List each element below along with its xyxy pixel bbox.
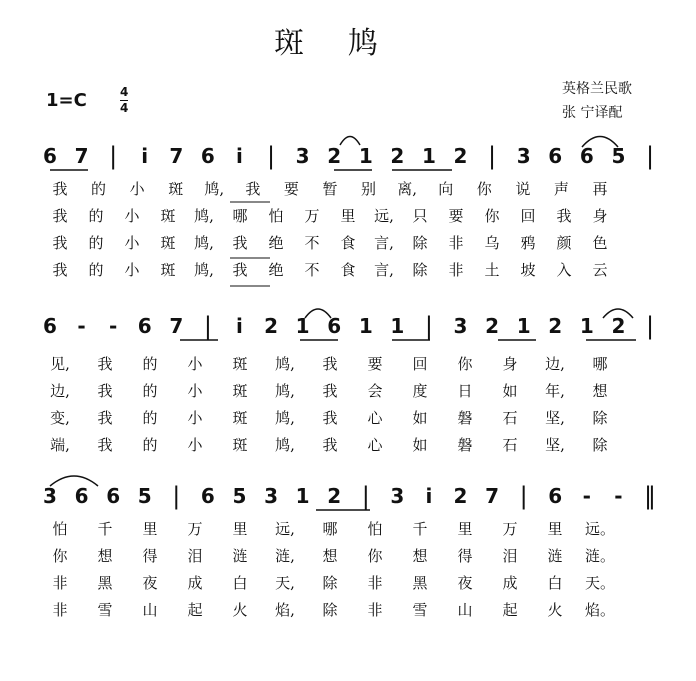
lyric-syllable: 我 bbox=[97, 436, 113, 454]
lyric-syllable: 鸠, bbox=[204, 180, 225, 198]
lyric-syllable: 回 bbox=[412, 355, 428, 373]
lyric-syllable: 绝 bbox=[268, 261, 284, 279]
note: 1 bbox=[295, 484, 310, 508]
lyric-syllable: 火 bbox=[232, 601, 248, 619]
note: 3 bbox=[390, 484, 405, 508]
note: 3 bbox=[516, 144, 531, 168]
note: 2 bbox=[453, 484, 468, 508]
lyric-syllable: 山 bbox=[142, 601, 158, 619]
lyric-syllable: 泪 bbox=[502, 547, 518, 565]
lyric-syllable: 涟, bbox=[275, 547, 295, 565]
note: 6 bbox=[74, 484, 89, 508]
lyric-syllable: 要 bbox=[448, 207, 464, 225]
lyric-syllable: 非 bbox=[367, 601, 383, 619]
lyric-syllable: 边, bbox=[545, 355, 565, 373]
barline: | bbox=[519, 482, 528, 510]
barline: | bbox=[488, 142, 497, 170]
song-origin: 英格兰民歌 bbox=[562, 81, 632, 97]
lyric-syllable: 石 bbox=[502, 436, 518, 454]
note: 6 bbox=[200, 484, 215, 508]
note: 6 bbox=[548, 484, 563, 508]
note: i bbox=[141, 144, 149, 168]
lyric-syllable: 小 bbox=[124, 234, 140, 252]
lyric-syllable: 向 bbox=[438, 180, 454, 198]
lyric-syllable: 我 bbox=[245, 180, 261, 198]
barline: | bbox=[172, 482, 181, 510]
lyric-syllable: 食 bbox=[340, 261, 356, 279]
lyric-syllable: 除 bbox=[592, 436, 608, 454]
note: 2 bbox=[485, 314, 500, 338]
lyric-syllable: 我 bbox=[322, 382, 338, 400]
lyric-syllable: 泪 bbox=[187, 547, 203, 565]
note: 5 bbox=[611, 144, 626, 168]
lyric-syllable: 端, bbox=[50, 436, 70, 454]
note: 6 bbox=[106, 484, 121, 508]
lyric-syllable: 雪 bbox=[97, 601, 113, 619]
lyric-syllable: 鸠, bbox=[194, 261, 214, 279]
lyric-syllable: 颜 bbox=[556, 234, 572, 252]
lyric-syllable: 鸠, bbox=[194, 234, 214, 252]
lyric-syllable: 万 bbox=[502, 520, 518, 538]
lyric-syllable: 我 bbox=[97, 382, 113, 400]
lyric-syllable: 万 bbox=[187, 520, 203, 538]
lyric-syllable: 非 bbox=[367, 574, 383, 592]
lyric-syllable: 的 bbox=[142, 355, 158, 373]
lyric-syllable: 哪 bbox=[322, 520, 338, 538]
note: 2 bbox=[453, 144, 468, 168]
note: 6 bbox=[43, 144, 57, 168]
lyric-syllable: 成 bbox=[502, 574, 518, 592]
lyric-syllable: 要 bbox=[283, 180, 299, 198]
lyric-syllable: 除 bbox=[592, 409, 608, 427]
note: 3 bbox=[453, 314, 468, 338]
lyric-syllable: 色 bbox=[592, 234, 608, 252]
note: - bbox=[109, 314, 118, 338]
lyric-syllable: 说 bbox=[515, 180, 531, 198]
lyric-syllable: 如 bbox=[412, 436, 428, 454]
lyric-syllable: 不 bbox=[304, 234, 320, 252]
lyric-syllable: 如 bbox=[502, 382, 518, 400]
lyric-syllable: 你 bbox=[476, 180, 492, 198]
lyric-syllable: 天。 bbox=[584, 574, 616, 592]
barline: | bbox=[203, 312, 212, 340]
lyric-syllable: 鸠, bbox=[275, 436, 295, 454]
lyric-syllable: 除 bbox=[322, 574, 338, 592]
lyric-syllable: 我 bbox=[556, 207, 572, 225]
note: i bbox=[236, 144, 243, 168]
lyric-syllable: 言, bbox=[374, 261, 394, 279]
lyric-syllable: 坡 bbox=[520, 261, 536, 279]
lyric-syllable: 你 bbox=[367, 547, 383, 565]
lyric-syllable: 起 bbox=[502, 601, 518, 619]
lyric-syllable: 身 bbox=[502, 355, 518, 373]
lyric-underlines bbox=[230, 202, 270, 286]
lyric-syllable: 斑 bbox=[160, 261, 176, 279]
note: 6 bbox=[579, 144, 594, 168]
note: i bbox=[236, 314, 243, 338]
note: 6 bbox=[327, 314, 342, 338]
lyric-syllable: 鸠, bbox=[275, 382, 295, 400]
song-title: 斑鸠 bbox=[274, 26, 422, 61]
lyric-syllable: 哪 bbox=[232, 207, 248, 225]
lyric-syllable: 远, bbox=[374, 207, 394, 225]
lyric-syllable: 里 bbox=[142, 520, 158, 538]
note: 7 bbox=[74, 144, 89, 168]
note: 1 bbox=[579, 314, 594, 338]
barline: | bbox=[424, 312, 433, 340]
lyric-syllable: 千 bbox=[97, 520, 113, 538]
lyric-syllable: 天, bbox=[275, 574, 295, 592]
lyric-syllable: 起 bbox=[187, 601, 203, 619]
lyric-syllable: 我 bbox=[322, 355, 338, 373]
lyric-syllable: 斑 bbox=[160, 234, 176, 252]
lyric-syllable: 只 bbox=[412, 207, 428, 225]
lyric-syllable: 远, bbox=[275, 520, 295, 538]
lyric-syllable: 远。 bbox=[584, 520, 616, 538]
lyric-syllable: 小 bbox=[129, 180, 145, 198]
lyric-syllable: 想 bbox=[322, 547, 338, 565]
lyric-syllable: 土 bbox=[484, 261, 500, 279]
lyric-syllable: 鸠, bbox=[275, 355, 295, 373]
lyric-syllable: 别 bbox=[361, 180, 377, 198]
lyric-syllable: 坚, bbox=[545, 436, 565, 454]
lyric-syllable: 除 bbox=[412, 234, 428, 252]
lyric-syllable: 我 bbox=[232, 234, 248, 252]
note: - bbox=[582, 484, 591, 508]
meter-top: 4 bbox=[120, 85, 129, 99]
note: 2 bbox=[548, 314, 563, 338]
barline: | bbox=[267, 142, 276, 170]
lyric-syllable: 日 bbox=[457, 382, 473, 400]
lyric-syllable: 里 bbox=[340, 207, 356, 225]
lyric-syllable: 想 bbox=[97, 547, 113, 565]
slur-marks bbox=[50, 137, 633, 487]
lyric-syllable: 鸠, bbox=[194, 207, 214, 225]
lyric-syllable: 小 bbox=[187, 355, 203, 373]
note: 2 bbox=[327, 484, 342, 508]
lyric-syllable: 的 bbox=[142, 436, 158, 454]
key-signature: 1=C bbox=[46, 90, 87, 111]
note: 1 bbox=[295, 314, 310, 338]
lyric-syllable: 我 bbox=[52, 234, 68, 252]
lyric-syllable: 斑 bbox=[232, 382, 248, 400]
note: 6 bbox=[200, 144, 215, 168]
note: - bbox=[77, 314, 86, 338]
lyric-syllable: 不 bbox=[304, 261, 320, 279]
barline: | bbox=[361, 482, 370, 510]
lyric-syllable: 夜 bbox=[142, 574, 158, 592]
lyric-syllable: 黑 bbox=[412, 574, 428, 592]
lyric-syllable: 暂 bbox=[322, 180, 338, 198]
lyric-syllable: 我 bbox=[52, 261, 68, 279]
lyric-syllable: 的 bbox=[88, 261, 104, 279]
lyric-syllable: 焰。 bbox=[584, 601, 616, 619]
lyric-syllable: 里 bbox=[457, 520, 473, 538]
lyric-syllable: 我 bbox=[52, 207, 68, 225]
lyric-syllable: 声 bbox=[553, 180, 569, 198]
lyric-syllable: 入 bbox=[556, 261, 572, 279]
note: 2 bbox=[390, 144, 405, 168]
barline: ‖ bbox=[644, 482, 656, 510]
lyric-syllable: 小 bbox=[187, 409, 203, 427]
lyric-syllable: 年, bbox=[545, 382, 565, 400]
lyric-syllable: 云 bbox=[592, 261, 608, 279]
lyric-syllable: 的 bbox=[142, 409, 158, 427]
lyric-syllable: 除 bbox=[322, 601, 338, 619]
lyric-syllable: 白 bbox=[232, 574, 248, 592]
lyric-syllable: 非 bbox=[448, 234, 464, 252]
lyric-syllable: 你 bbox=[457, 355, 473, 373]
note: 7 bbox=[169, 314, 184, 338]
lyric-syllable: 变, bbox=[50, 409, 70, 427]
lyric-syllable: 想 bbox=[412, 547, 428, 565]
meter-bottom: 4 bbox=[120, 101, 129, 115]
lyric-syllable: 千 bbox=[412, 520, 428, 538]
lyric-syllable: 小 bbox=[124, 207, 140, 225]
lyric-syllable: 我 bbox=[322, 436, 338, 454]
lyric-syllable: 怕 bbox=[52, 520, 68, 538]
note: 6 bbox=[137, 314, 152, 338]
lyric-syllable: 斑 bbox=[232, 409, 248, 427]
lyric-syllable: 非 bbox=[52, 601, 68, 619]
lyric-syllable: 小 bbox=[187, 436, 203, 454]
note: 2 bbox=[264, 314, 279, 338]
note: 1 bbox=[421, 144, 436, 168]
lyric-syllable: 的 bbox=[91, 180, 107, 198]
lyric-syllable: 雪 bbox=[412, 601, 428, 619]
lyric-syllable: 心 bbox=[367, 409, 383, 427]
lyric-syllable: 小 bbox=[187, 382, 203, 400]
note: 5 bbox=[137, 484, 152, 508]
lyric-syllable: 斑 bbox=[160, 207, 176, 225]
lyric-syllable: 山 bbox=[457, 601, 473, 619]
note: 7 bbox=[169, 144, 184, 168]
lyric-syllable: 的 bbox=[88, 207, 104, 225]
lyric-syllable: 再 bbox=[592, 180, 608, 198]
lyric-syllable: 乌 bbox=[484, 234, 500, 252]
lyric-syllable: 磐 bbox=[457, 436, 473, 454]
lyric-syllable: 想 bbox=[592, 382, 608, 400]
note: 1 bbox=[358, 144, 373, 168]
lyric-syllable: 你 bbox=[52, 547, 68, 565]
lyric-syllable: 石 bbox=[502, 409, 518, 427]
lyric-syllable: 黑 bbox=[97, 574, 113, 592]
lyric-syllable: 斑 bbox=[232, 355, 248, 373]
beam-lines bbox=[50, 170, 636, 510]
lyric-syllable: 非 bbox=[52, 574, 68, 592]
lyric-syllable: 得 bbox=[142, 547, 158, 565]
lyric-syllable: 坚, bbox=[545, 409, 565, 427]
lyric-syllable: 哪 bbox=[592, 355, 608, 373]
lyric-syllable: 边, bbox=[50, 382, 70, 400]
lyric-syllable: 我 bbox=[97, 409, 113, 427]
lyric-syllable: 火 bbox=[547, 601, 563, 619]
lyric-syllable: 小 bbox=[124, 261, 140, 279]
lyric-syllable: 要 bbox=[367, 355, 383, 373]
lyric-syllable: 焰, bbox=[275, 601, 295, 619]
lyric-syllable: 的 bbox=[88, 234, 104, 252]
lyric-syllable: 怕 bbox=[367, 520, 383, 538]
barline: | bbox=[645, 312, 655, 340]
lyric-syllable: 鸠, bbox=[275, 409, 295, 427]
lyric-syllable: 度 bbox=[412, 382, 428, 400]
lyric-syllable: 涟 bbox=[547, 547, 563, 565]
lyric-syllable: 身 bbox=[592, 207, 608, 225]
note: 2 bbox=[611, 314, 626, 338]
lyric-syllable: 我 bbox=[97, 355, 113, 373]
lyric-syllable: 见, bbox=[50, 355, 70, 373]
lyric-syllable: 我 bbox=[52, 180, 68, 198]
lyric-syllable: 斑 bbox=[232, 436, 248, 454]
note: 3 bbox=[43, 484, 57, 508]
lyric-syllable: 万 bbox=[304, 207, 320, 225]
note: - bbox=[614, 484, 623, 508]
lyric-syllable: 鸦 bbox=[520, 234, 536, 252]
lyric-syllable: 如 bbox=[412, 409, 428, 427]
lyric-syllable: 绝 bbox=[268, 234, 284, 252]
lyric-syllable: 离, bbox=[397, 180, 418, 198]
lyric-syllable: 言, bbox=[374, 234, 394, 252]
lyric-syllable: 磐 bbox=[457, 409, 473, 427]
lyric-syllable: 涟 bbox=[232, 547, 248, 565]
lyric-syllable: 你 bbox=[484, 207, 500, 225]
note: 1 bbox=[390, 314, 405, 338]
note: 1 bbox=[358, 314, 373, 338]
lyric-syllable: 斑 bbox=[168, 180, 184, 198]
note: 2 bbox=[327, 144, 342, 168]
lyric-syllable: 我 bbox=[232, 261, 248, 279]
lyric-syllable: 涟。 bbox=[584, 547, 616, 565]
barline: | bbox=[645, 142, 655, 170]
song-arranger: 张 宁译配 bbox=[562, 105, 623, 121]
lyric-syllable: 我 bbox=[322, 409, 338, 427]
note: 3 bbox=[264, 484, 279, 508]
note: 6 bbox=[548, 144, 563, 168]
lyric-syllable: 怕 bbox=[268, 207, 284, 225]
lyric-syllable: 得 bbox=[457, 547, 473, 565]
lyric-syllable: 夜 bbox=[457, 574, 473, 592]
lyric-syllable: 成 bbox=[187, 574, 203, 592]
barline: | bbox=[109, 142, 118, 170]
note: 1 bbox=[516, 314, 531, 338]
note: i bbox=[425, 484, 433, 508]
note: 6 bbox=[43, 314, 57, 338]
note: 7 bbox=[485, 484, 500, 508]
lyric-syllable: 白 bbox=[547, 574, 563, 592]
lyric-syllable: 里 bbox=[547, 520, 563, 538]
lyric-syllable: 的 bbox=[142, 382, 158, 400]
lyric-syllable: 回 bbox=[520, 207, 536, 225]
note: 5 bbox=[232, 484, 247, 508]
lyric-syllable: 里 bbox=[232, 520, 248, 538]
lyric-syllable: 除 bbox=[412, 261, 428, 279]
lyric-syllable: 食 bbox=[340, 234, 356, 252]
lyric-syllable: 心 bbox=[367, 436, 383, 454]
lyric-syllable: 非 bbox=[448, 261, 464, 279]
note: 3 bbox=[295, 144, 310, 168]
lyric-syllable: 会 bbox=[367, 382, 383, 400]
